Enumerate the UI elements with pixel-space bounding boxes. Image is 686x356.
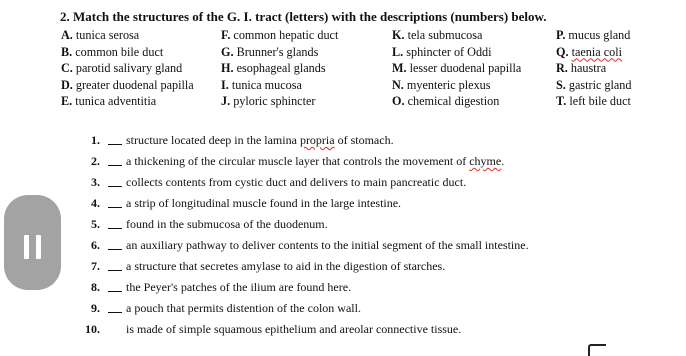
option-text: common hepatic duct [233,28,339,42]
item-text: a structure that secretes amylase to aid in the digestion of starches. [126,259,446,273]
option-letter: G. [221,44,234,59]
option-letter: Q. [556,44,569,59]
flagged-word: chyme [469,154,502,168]
option-text: parotid salivary gland [75,61,183,75]
list-item [78,196,529,217]
option-letter: F. [221,28,231,42]
option-item [61,93,194,110]
option-item [61,44,194,61]
answer-blank[interactable] [108,175,122,187]
option-letter: D. [61,77,73,92]
item-text: a thickening of the circular muscle layer that controls the movement of chyme. [126,154,505,168]
option-text: gastric gland [568,77,632,92]
answer-blank[interactable] [108,154,122,166]
option-letter: P. [556,28,566,42]
option-text: common bile duct [75,44,164,59]
option-item [61,77,194,94]
item-number: 9. [91,301,100,315]
side-drawer-tab[interactable] [4,195,61,290]
matching-items-list [78,133,529,343]
question-title: 2. Match the structures of the G. I. tract (letters) with the descriptions (numbers) below. [60,9,547,24]
answer-blank[interactable] [108,133,122,145]
list-item [78,280,529,301]
item-number: 3. [91,175,100,189]
flagged-word: propria [299,133,335,147]
item-text: the Peyer's patches of the ilium are found here. [126,280,352,294]
list-item [78,133,529,154]
option-text: tunica adventitia [75,94,157,108]
item-number: 6. [91,238,100,252]
list-item [78,154,529,175]
option-item [556,44,632,61]
option-item [221,27,338,44]
grip-handle-icon [36,235,41,259]
option-letter: O. [392,94,405,108]
option-text: lesser duodenal papilla [409,61,522,75]
option-letter: B. [61,44,73,59]
option-item [392,27,521,44]
option-text: taenia coli [571,44,622,59]
option-text: tunica mucosa [231,77,302,92]
option-letter: A. [61,28,73,42]
option-item [221,60,338,77]
option-text: chemical digestion [407,94,500,108]
options-column-1 [61,27,194,110]
list-item [78,322,529,343]
item-text: is made of simple squamous epithelium and areolar connective tissue. [126,322,462,336]
option-item [556,60,632,77]
option-letter: C. [61,61,73,75]
grip-handle-icon [24,235,29,259]
option-item [556,93,632,110]
item-number: 5. [91,217,100,231]
answer-blank[interactable] [108,217,122,229]
option-text: sphincter of Oddi [406,44,492,59]
option-item [61,60,194,77]
list-item [78,238,529,259]
option-text: haustra [570,61,607,75]
answer-blank[interactable] [108,196,122,208]
option-item [61,27,194,44]
item-text: an auxiliary pathway to deliver contents to the initial segment of the small intestine. [126,238,529,252]
option-text: tunica serosa [75,28,140,42]
item-number: 8. [91,280,100,294]
options-column-4 [556,27,632,110]
option-text: pyloric sphincter [233,94,316,108]
option-item [392,60,521,77]
option-text: esophageal glands [236,61,326,75]
option-item [392,44,521,61]
option-item [392,77,521,94]
corner-bracket-icon [588,344,606,356]
item-number: 4. [91,196,100,210]
options-column-3 [392,27,521,110]
option-item [392,93,521,110]
option-text: greater duodenal papilla [75,77,194,92]
option-item [221,77,338,94]
item-number: 2. [91,154,100,168]
option-text: myenteric plexus [406,77,491,92]
option-item [556,77,632,94]
item-text: structure located deep in the lamina propria of stomach. [126,133,394,147]
option-letter: N. [392,77,404,92]
option-letter: S. [556,77,566,92]
item-text: collects contents from cystic duct and delivers to main pancreatic duct. [126,175,467,189]
option-item [221,44,338,61]
option-text: tela submucosa [407,28,483,42]
answer-blank[interactable] [108,280,122,292]
item-text: a pouch that permits distention of the colon wall. [126,301,361,315]
list-item [78,217,529,238]
answer-blank[interactable] [108,301,122,313]
answer-blank[interactable] [108,238,122,250]
option-letter: T. [556,94,567,108]
option-letter: L. [392,44,404,59]
option-letter: H. [221,61,234,75]
list-item [78,301,529,322]
answer-blank[interactable] [108,259,122,271]
options-column-2 [221,27,338,110]
option-letter: I. [221,77,229,92]
option-letter: M. [392,61,407,75]
item-text: found in the submucosa of the duodenum. [126,217,328,231]
item-number: 7. [91,259,100,273]
item-number: 1. [91,133,100,147]
option-item [221,93,338,110]
option-text: left bile duct [569,94,631,108]
option-letter: R. [556,61,568,75]
option-text: mucus gland [568,28,631,42]
list-item [78,175,529,196]
item-text: a strip of longitudinal muscle found in the large intestine. [126,196,402,210]
list-item [78,259,529,280]
option-item [556,27,632,44]
option-letter: E. [61,94,73,108]
option-letter: J. [221,94,231,108]
option-text: Brunner's glands [236,44,319,59]
item-number: 10. [85,322,100,336]
option-letter: K. [392,28,405,42]
